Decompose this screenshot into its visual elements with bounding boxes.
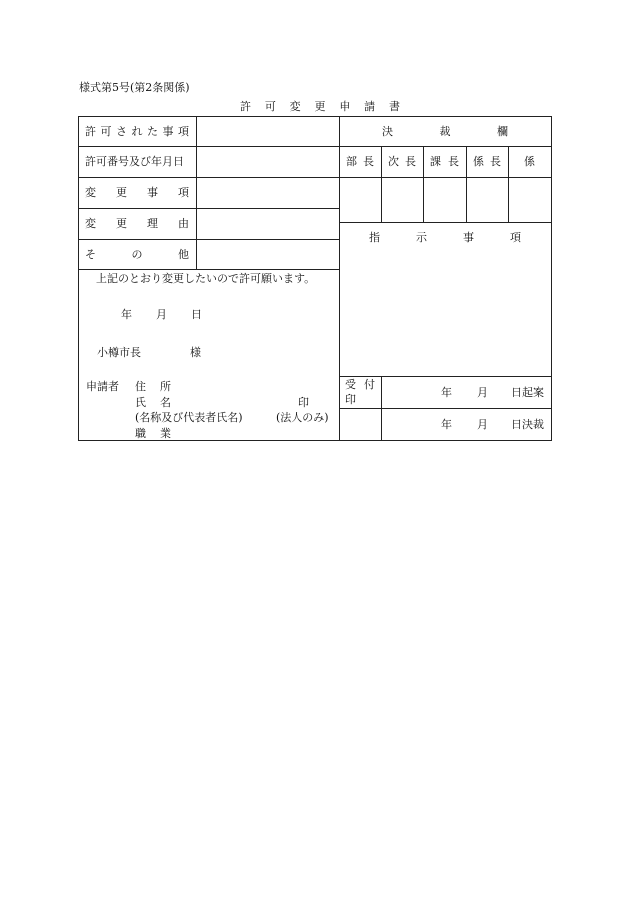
row-line [78, 146, 339, 147]
approver-bucho: 部 長 [346, 155, 374, 168]
approver-kakaricho: 係 長 [473, 155, 501, 168]
date-year: 年 [121, 308, 132, 321]
label-permitted-matter: 許 可 さ れ た 事 項 [85, 125, 189, 138]
row-line [339, 146, 552, 147]
draft-month: 月 [477, 386, 488, 399]
applicant-label: 申請者 [86, 380, 119, 393]
form-number: 様式第5号(第2条関係) [79, 81, 190, 94]
col-line [466, 146, 467, 222]
instructions-header: 指 示 事 項 [369, 231, 521, 244]
draft-year: 年 [441, 386, 452, 399]
stamp-box-kakari[interactable] [510, 179, 550, 221]
col-line [381, 376, 382, 441]
occupation-label: 職 業 [135, 427, 171, 440]
field-permitted-matter[interactable] [199, 120, 335, 142]
request-statement: 上記のとおり変更したいので許可願います。 [96, 272, 316, 285]
label-change-reason: 変 更 理 由 [85, 217, 189, 230]
stamp-box-kacho[interactable] [425, 179, 465, 221]
approve-month: 月 [477, 418, 488, 431]
row-line [78, 177, 339, 178]
approver-kakari: 係 [524, 155, 535, 168]
approver-jicho: 次 長 [388, 155, 416, 168]
addressee: 小樽市長 [97, 346, 141, 359]
seal-mark: 印 [298, 396, 309, 409]
receipt-seal-label: 印 [345, 393, 356, 406]
label-change-matter: 変 更 事 項 [85, 186, 189, 199]
row-line [339, 376, 552, 377]
center-divider [339, 116, 340, 441]
document-title: 許 可 変 更 申 請 書 [240, 100, 400, 113]
field-permit-number-date[interactable] [199, 150, 335, 172]
stamp-box-jicho[interactable] [383, 179, 422, 221]
label-permit-number-date: 許可番号及び年月日 [85, 155, 184, 168]
field-change-matter[interactable] [199, 181, 335, 203]
approval-header: 決 裁 欄 [382, 125, 508, 138]
label-other: そ の 他 [85, 248, 189, 261]
col-line [508, 146, 509, 222]
row-line [78, 208, 339, 209]
field-other[interactable] [199, 243, 335, 265]
row-line [339, 408, 552, 409]
col-line [423, 146, 424, 222]
stamp-box-bucho[interactable] [341, 179, 380, 221]
corp-only-note: (法人のみ) [276, 411, 329, 424]
label-divider [196, 116, 197, 269]
approve-year: 年 [441, 418, 452, 431]
address-label: 住 所 [135, 380, 171, 393]
col-line [381, 146, 382, 222]
approver-kacho: 課 長 [430, 155, 459, 168]
honorific: 様 [190, 346, 201, 359]
stamp-box-kakaricho[interactable] [468, 179, 507, 221]
draft-day: 日起案 [511, 386, 544, 399]
name-label: 氏 名 [135, 396, 171, 409]
date-day: 日 [191, 308, 202, 321]
receipt-label: 受 付 [345, 378, 375, 391]
date-month: 月 [156, 308, 167, 321]
row-line [339, 222, 552, 223]
corp-name-label: (名称及び代表者氏名) [135, 411, 243, 424]
row-line [78, 269, 339, 270]
approve-day: 日決裁 [511, 418, 544, 431]
row-line [339, 177, 552, 178]
row-line [78, 239, 339, 240]
field-change-reason[interactable] [199, 212, 335, 234]
